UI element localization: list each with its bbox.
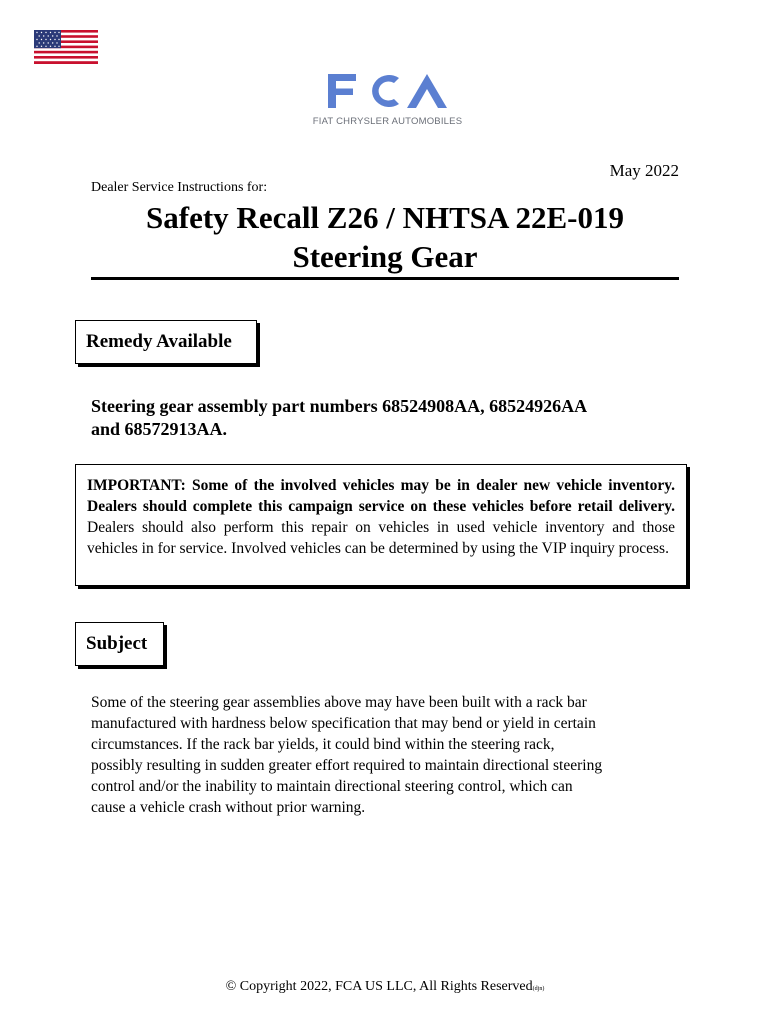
copyright-text: © Copyright 2022, FCA US LLC, All Rights Reserved [225,979,533,994]
page-title [91,198,679,276]
us-flag-icon [34,30,98,64]
important-bold-text: IMPORTANT: Some of the involved vehicles may be in dealer new vehicle inventory. Dealers should complete this campaign service on these vehicles before retail delivery. [87,477,675,515]
subject-line: manufactured with hardness below specification that may bend or yield in certain [91,715,596,732]
copyright-footer [0,979,770,995]
intro-text: Dealer Service Instructions for: [91,180,268,195]
subject-paragraph [91,692,681,818]
title-line-2: Steering Gear [292,239,478,274]
fca-logo-mark [326,70,450,110]
important-notice-box [75,464,687,586]
subject-line: Some of the steering gear assemblies above may have been built with a rack bar [91,694,587,711]
part-numbers-text [91,395,681,441]
title-line-1: Safety Recall Z26 / NHTSA 22E-019 [146,200,624,235]
important-normal-text: Dealers should also perform this repair on vehicles in used vehicle inventory and those vehicles in for service. Involved vehicles can be determined by using the VIP inquiry process. [87,519,675,557]
subject-line: possibly resulting in sudden greater effort required to maintain directional steering [91,757,603,774]
subject-heading: Subject [75,622,164,666]
subject-line: cause a vehicle crash without prior warning. [91,799,366,816]
title-divider [91,277,679,280]
subject-line: control and/or the inability to maintain directional steering control, which can [91,778,573,795]
fca-logo [305,70,470,127]
document-code: (djn) [532,986,545,992]
remedy-available-heading: Remedy Available [75,320,257,364]
logo-subtitle: FIAT CHRYSLER AUTOMOBILES [312,116,463,127]
part-numbers-line-2: and 68572913AA. [91,419,228,439]
part-numbers-line-1: Steering gear assembly part numbers 68524908AA, 68524926AA [91,396,588,416]
document-date: May 2022 [609,161,679,180]
subject-line: circumstances. If the rack bar yields, it could bind within the steering rack, [91,736,555,753]
